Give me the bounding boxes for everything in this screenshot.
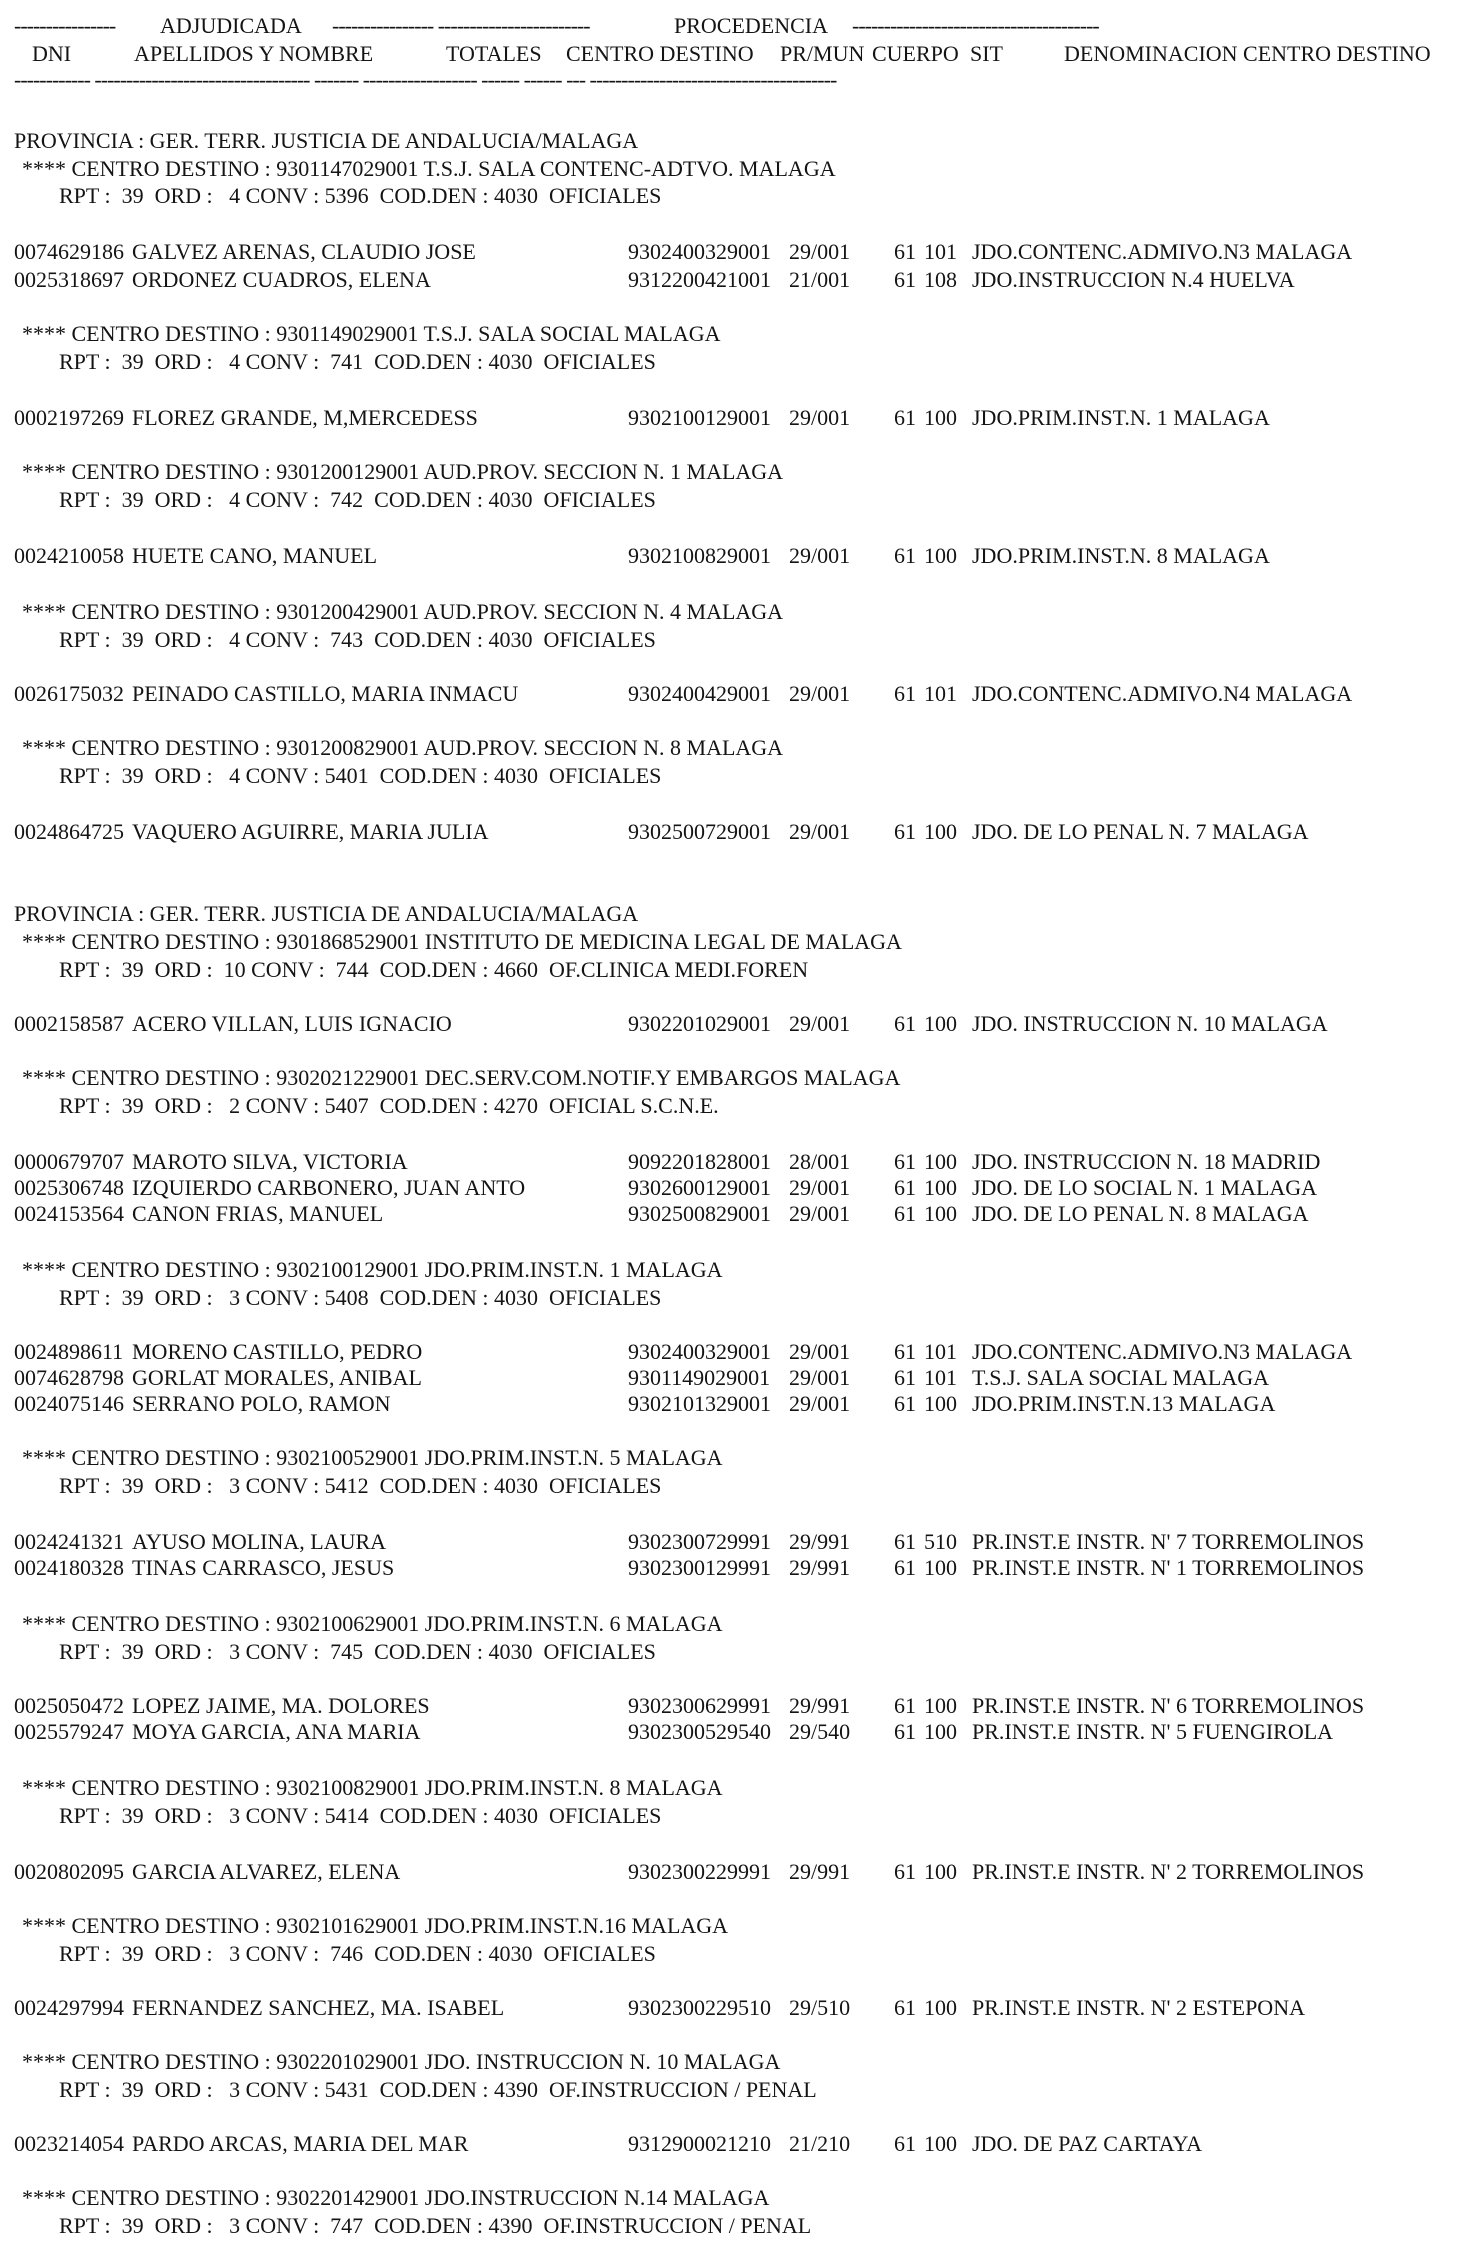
rpt-line: RPT : 39 ORD : 3 CONV : 5414 COD.DEN : 4030 OFICIALES — [59, 1803, 662, 1828]
cell-centro-destino: 9302400329001 — [628, 1339, 771, 1364]
cell-apellidos-nombre: ORDONEZ CUADROS, ELENA — [132, 267, 431, 292]
cell-cuerpo: 61 — [894, 1693, 916, 1718]
centro-destino-line: **** CENTRO DESTINO : 9302021229001 DEC.SERV.COM.NOTIF.Y EMBARGOS MALAGA — [22, 1065, 901, 1090]
cell-dni: 0074628798 — [14, 1365, 124, 1390]
centro-destino-line: **** CENTRO DESTINO : 9301200829001 AUD.PROV. SECCION N. 8 MALAGA — [22, 735, 784, 760]
cell-denominacion: JDO.CONTENC.ADMIVO.N4 MALAGA — [972, 681, 1353, 706]
cell-sit: 100 — [924, 819, 957, 844]
cell-sit: 100 — [924, 1995, 957, 2020]
cell-centro-destino: 9302201029001 — [628, 1011, 771, 1036]
cell-centro-destino: 9302300629991 — [628, 1693, 771, 1718]
cell-denominacion: PR.INST.E INSTR. N' 2 TORREMOLINOS — [972, 1859, 1365, 1884]
cell-centro-destino: 9302600129001 — [628, 1175, 771, 1200]
cell-denominacion: PR.INST.E INSTR. N' 1 TORREMOLINOS — [972, 1555, 1365, 1580]
cell-cuerpo: 61 — [894, 267, 916, 292]
cell-centro-destino: 9302300129991 — [628, 1555, 771, 1580]
centro-destino-line: **** CENTRO DESTINO : 9302101629001 JDO.PRIM.INST.N.16 MALAGA — [22, 1913, 729, 1938]
centro-destino-line: **** CENTRO DESTINO : 9301200429001 AUD.PROV. SECCION N. 4 MALAGA — [22, 599, 784, 624]
provincia-line: PROVINCIA : GER. TERR. JUSTICIA DE ANDALUCIA/MALAGA — [14, 128, 639, 153]
cell-pr-mun: 29/991 — [789, 1859, 851, 1884]
column-header-denominacion: DENOMINACION CENTRO DESTINO — [1064, 41, 1431, 66]
cell-sit: 100 — [924, 1391, 957, 1416]
cell-cuerpo: 61 — [894, 1529, 916, 1554]
cell-apellidos-nombre: PARDO ARCAS, MARIA DEL MAR — [132, 2131, 469, 2156]
cell-centro-destino: 9092201828001 — [628, 1149, 771, 1174]
cell-cuerpo: 61 — [894, 1201, 916, 1226]
cell-denominacion: PR.INST.E INSTR. N' 6 TORREMOLINOS — [972, 1693, 1365, 1718]
provincia-line: PROVINCIA : GER. TERR. JUSTICIA DE ANDALUCIA/MALAGA — [14, 901, 639, 926]
header-rule: --------------------------------------- — [852, 13, 1099, 38]
cell-pr-mun: 29/001 — [789, 1391, 851, 1416]
cell-denominacion: JDO. INSTRUCCION N. 18 MADRID — [972, 1149, 1321, 1174]
cell-apellidos-nombre: HUETE CANO, MANUEL — [132, 543, 378, 568]
column-header-dni: DNI — [32, 41, 72, 66]
cell-denominacion: JDO. DE LO PENAL N. 8 MALAGA — [972, 1201, 1309, 1226]
cell-apellidos-nombre: GARCIA ALVAREZ, ELENA — [132, 1859, 401, 1884]
cell-cuerpo: 61 — [894, 1011, 916, 1036]
cell-pr-mun: 29/001 — [789, 819, 851, 844]
rpt-line: RPT : 39 ORD : 3 CONV : 747 COD.DEN : 4390 OF.INSTRUCCION / PENAL — [59, 2213, 812, 2238]
column-header-totales: TOTALES — [446, 41, 542, 66]
cell-dni: 0026175032 — [14, 681, 124, 706]
cell-dni: 0000679707 — [14, 1149, 124, 1174]
cell-sit: 101 — [924, 681, 957, 706]
cell-pr-mun: 29/001 — [789, 1365, 851, 1390]
cell-dni: 0025318697 — [14, 267, 124, 292]
cell-sit: 101 — [924, 1365, 957, 1390]
cell-pr-mun: 21/001 — [789, 267, 851, 292]
cell-dni: 0025579247 — [14, 1719, 124, 1744]
cell-dni: 0024864725 — [14, 819, 124, 844]
cell-cuerpo: 61 — [894, 1149, 916, 1174]
cell-sit: 101 — [924, 239, 957, 264]
cell-apellidos-nombre: GORLAT MORALES, ANIBAL — [132, 1365, 422, 1390]
cell-dni: 0025306748 — [14, 1175, 124, 1200]
rpt-line: RPT : 39 ORD : 3 CONV : 745 COD.DEN : 4030 OFICIALES — [59, 1639, 656, 1664]
cell-apellidos-nombre: TINAS CARRASCO, JESUS — [132, 1555, 395, 1580]
cell-denominacion: JDO.INSTRUCCION N.4 HUELVA — [972, 267, 1295, 292]
header-rule: ---------------- — [14, 13, 116, 38]
rpt-line: RPT : 39 ORD : 4 CONV : 742 COD.DEN : 4030 OFICIALES — [59, 487, 656, 512]
header-rule: ---------------- ------------------------ — [332, 13, 590, 38]
centro-destino-line: **** CENTRO DESTINO : 9301868529001 INSTITUTO DE MEDICINA LEGAL DE MALAGA — [22, 929, 902, 954]
cell-pr-mun: 29/001 — [789, 239, 851, 264]
cell-denominacion: JDO. DE LO PENAL N. 7 MALAGA — [972, 819, 1309, 844]
rpt-line: RPT : 39 ORD : 3 CONV : 5408 COD.DEN : 4030 OFICIALES — [59, 1285, 662, 1310]
cell-sit: 101 — [924, 1339, 957, 1364]
centro-destino-line: **** CENTRO DESTINO : 9301147029001 T.S.J. SALA CONTENC-ADTVO. MALAGA — [22, 156, 836, 181]
cell-denominacion: JDO. DE LO SOCIAL N. 1 MALAGA — [972, 1175, 1318, 1200]
cell-denominacion: PR.INST.E INSTR. N' 2 ESTEPONA — [972, 1995, 1305, 2020]
cell-pr-mun: 29/001 — [789, 405, 851, 430]
centro-destino-line: **** CENTRO DESTINO : 9301149029001 T.S.J. SALA SOCIAL MALAGA — [22, 321, 721, 346]
cell-dni: 0002158587 — [14, 1011, 124, 1036]
cell-apellidos-nombre: CANON FRIAS, MANUEL — [132, 1201, 384, 1226]
column-header-pr-mun: PR/MUN — [780, 41, 865, 66]
cell-dni: 0024898611 — [14, 1339, 124, 1364]
cell-dni: 0020802095 — [14, 1859, 124, 1884]
column-header-apellidos: APELLIDOS Y NOMBRE — [134, 41, 374, 66]
cell-centro-destino: 9302400429001 — [628, 681, 771, 706]
header-columns — [14, 40, 1431, 68]
cell-pr-mun: 29/991 — [789, 1555, 851, 1580]
cell-apellidos-nombre: PEINADO CASTILLO, MARIA INMACU — [132, 681, 519, 706]
cell-apellidos-nombre: MOYA GARCIA, ANA MARIA — [132, 1719, 421, 1744]
cell-dni: 0023214054 — [14, 2131, 124, 2156]
cell-cuerpo: 61 — [894, 1995, 916, 2020]
cell-cuerpo: 61 — [894, 1391, 916, 1416]
cell-sit: 108 — [924, 267, 957, 292]
cell-centro-destino: 9302100129001 — [628, 405, 771, 430]
cell-pr-mun: 29/001 — [789, 1339, 851, 1364]
cell-sit: 100 — [924, 405, 957, 430]
cell-centro-destino: 9302300229510 — [628, 1995, 771, 2020]
cell-cuerpo: 61 — [894, 1365, 916, 1390]
cell-cuerpo: 61 — [894, 2131, 916, 2156]
cell-denominacion: PR.INST.E INSTR. N' 7 TORREMOLINOS — [972, 1529, 1365, 1554]
cell-dni: 0002197269 — [14, 405, 124, 430]
cell-denominacion: JDO.PRIM.INST.N.13 MALAGA — [972, 1391, 1276, 1416]
cell-cuerpo: 61 — [894, 239, 916, 264]
cell-pr-mun: 29/001 — [789, 681, 851, 706]
cell-sit: 100 — [924, 1693, 957, 1718]
cell-sit: 100 — [924, 1719, 957, 1744]
centro-destino-line: **** CENTRO DESTINO : 9302201429001 JDO.INSTRUCCION N.14 MALAGA — [22, 2185, 770, 2210]
rpt-line: RPT : 39 ORD : 4 CONV : 743 COD.DEN : 4030 OFICIALES — [59, 627, 656, 652]
cell-dni: 0025050472 — [14, 1693, 124, 1718]
centro-destino-line: **** CENTRO DESTINO : 9302100129001 JDO.PRIM.INST.N. 1 MALAGA — [22, 1257, 723, 1282]
cell-apellidos-nombre: VAQUERO AGUIRRE, MARIA JULIA — [132, 819, 489, 844]
cell-sit: 100 — [924, 543, 957, 568]
cell-apellidos-nombre: AYUSO MOLINA, LAURA — [132, 1529, 387, 1554]
centro-destino-line: **** CENTRO DESTINO : 9302100829001 JDO.PRIM.INST.N. 8 MALAGA — [22, 1775, 723, 1800]
cell-denominacion: JDO.CONTENC.ADMIVO.N3 MALAGA — [972, 1339, 1353, 1364]
cell-dni: 0024153564 — [14, 1201, 124, 1226]
cell-centro-destino: 9301149029001 — [628, 1365, 771, 1390]
cell-centro-destino: 9312900021210 — [628, 2131, 771, 2156]
centro-destino-line: **** CENTRO DESTINO : 9302201029001 JDO. INSTRUCCION N. 10 MALAGA — [22, 2049, 781, 2074]
cell-apellidos-nombre: LOPEZ JAIME, MA. DOLORES — [132, 1693, 430, 1718]
cell-cuerpo: 61 — [894, 1859, 916, 1884]
cell-dni: 0024241321 — [14, 1529, 124, 1554]
cell-apellidos-nombre: ACERO VILLAN, LUIS IGNACIO — [132, 1011, 452, 1036]
centro-destino-line: **** CENTRO DESTINO : 9302100529001 JDO.PRIM.INST.N. 5 MALAGA — [22, 1445, 723, 1470]
cell-apellidos-nombre: FLOREZ GRANDE, M,MERCEDESS — [132, 405, 478, 430]
column-header-cuerpo: CUERPO — [872, 41, 959, 66]
cell-sit: 510 — [924, 1529, 957, 1554]
cell-centro-destino: 9302400329001 — [628, 239, 771, 264]
rpt-line: RPT : 39 ORD : 4 CONV : 5401 COD.DEN : 4030 OFICIALES — [59, 763, 662, 788]
cell-cuerpo: 61 — [894, 543, 916, 568]
cell-denominacion: PR.INST.E INSTR. N' 5 FUENGIROLA — [972, 1719, 1334, 1744]
cell-centro-destino: 9302500729001 — [628, 819, 771, 844]
centro-destino-line: **** CENTRO DESTINO : 9302100629001 JDO.PRIM.INST.N. 6 MALAGA — [22, 1611, 723, 1636]
cell-apellidos-nombre: IZQUIERDO CARBONERO, JUAN ANTO — [132, 1175, 526, 1200]
cell-pr-mun: 29/510 — [789, 1995, 851, 2020]
centro-destino-line: **** CENTRO DESTINO : 9301200129001 AUD.PROV. SECCION N. 1 MALAGA — [22, 459, 784, 484]
cell-centro-destino: 9312200421001 — [628, 267, 771, 292]
cell-sit: 100 — [924, 1555, 957, 1580]
cell-centro-destino: 9302500829001 — [628, 1201, 771, 1226]
cell-sit: 100 — [924, 2131, 957, 2156]
cell-pr-mun: 21/210 — [789, 2131, 851, 2156]
cell-cuerpo: 61 — [894, 1555, 916, 1580]
header-group-line — [14, 12, 1099, 40]
cell-cuerpo: 61 — [894, 681, 916, 706]
cell-cuerpo: 61 — [894, 1719, 916, 1744]
header-procedencia: PROCEDENCIA — [674, 13, 829, 38]
cell-pr-mun: 29/001 — [789, 1201, 851, 1226]
cell-apellidos-nombre: GALVEZ ARENAS, CLAUDIO JOSE — [132, 239, 476, 264]
rpt-line: RPT : 39 ORD : 3 CONV : 5431 COD.DEN : 4390 OF.INSTRUCCION / PENAL — [59, 2077, 817, 2102]
cell-cuerpo: 61 — [894, 1175, 916, 1200]
column-header-sit: SIT — [970, 41, 1003, 66]
cell-dni: 0074629186 — [14, 239, 124, 264]
cell-denominacion: T.S.J. SALA SOCIAL MALAGA — [972, 1365, 1270, 1390]
cell-pr-mun: 29/001 — [789, 1175, 851, 1200]
cell-cuerpo: 61 — [894, 405, 916, 430]
cell-dni: 0024075146 — [14, 1391, 124, 1416]
cell-apellidos-nombre: MAROTO SILVA, VICTORIA — [132, 1149, 408, 1174]
cell-apellidos-nombre: MORENO CASTILLO, PEDRO — [132, 1339, 423, 1364]
cell-dni: 0024180328 — [14, 1555, 124, 1580]
rpt-line: RPT : 39 ORD : 4 CONV : 5396 COD.DEN : 4030 OFICIALES — [59, 183, 662, 208]
header-adjudicada: ADJUDICADA — [160, 13, 302, 38]
rpt-line: RPT : 39 ORD : 3 CONV : 746 COD.DEN : 4030 OFICIALES — [59, 1941, 656, 1966]
cell-sit: 100 — [924, 1011, 957, 1036]
column-header-centro-destino: CENTRO DESTINO — [566, 41, 754, 66]
rpt-line: RPT : 39 ORD : 10 CONV : 744 COD.DEN : 4660 OF.CLINICA MEDI.FOREN — [59, 957, 809, 982]
cell-pr-mun: 29/991 — [789, 1529, 851, 1554]
cell-dni: 0024297994 — [14, 1995, 124, 2020]
cell-apellidos-nombre: SERRANO POLO, RAMON — [132, 1391, 391, 1416]
cell-denominacion: JDO. INSTRUCCION N. 10 MALAGA — [972, 1011, 1328, 1036]
cell-cuerpo: 61 — [894, 819, 916, 844]
cell-sit: 100 — [924, 1149, 957, 1174]
rpt-line: RPT : 39 ORD : 3 CONV : 5412 COD.DEN : 4030 OFICIALES — [59, 1473, 662, 1498]
cell-centro-destino: 9302100829001 — [628, 543, 771, 568]
header-rule: ------------ ---------------------------------- ------- ------------------ ------ ------ --- --------------------------------------- — [14, 67, 837, 92]
cell-centro-destino: 9302300529540 — [628, 1719, 771, 1744]
cell-centro-destino: 9302300729991 — [628, 1529, 771, 1554]
cell-pr-mun: 29/001 — [789, 1011, 851, 1036]
rpt-line: RPT : 39 ORD : 4 CONV : 741 COD.DEN : 4030 OFICIALES — [59, 349, 656, 374]
cell-centro-destino: 9302300229991 — [628, 1859, 771, 1884]
cell-pr-mun: 29/991 — [789, 1693, 851, 1718]
cell-denominacion: JDO. DE PAZ CARTAYA — [972, 2131, 1203, 2156]
cell-pr-mun: 28/001 — [789, 1149, 851, 1174]
cell-dni: 0024210058 — [14, 543, 124, 568]
rpt-line: RPT : 39 ORD : 2 CONV : 5407 COD.DEN : 4270 OFICIAL S.C.N.E. — [59, 1093, 719, 1118]
cell-centro-destino: 9302101329001 — [628, 1391, 771, 1416]
cell-sit: 100 — [924, 1859, 957, 1884]
cell-cuerpo: 61 — [894, 1339, 916, 1364]
cell-sit: 100 — [924, 1175, 957, 1200]
cell-apellidos-nombre: FERNANDEZ SANCHEZ, MA. ISABEL — [132, 1995, 505, 2020]
cell-sit: 100 — [924, 1201, 957, 1226]
cell-denominacion: JDO.CONTENC.ADMIVO.N3 MALAGA — [972, 239, 1353, 264]
cell-denominacion: JDO.PRIM.INST.N. 8 MALAGA — [972, 543, 1270, 568]
cell-pr-mun: 29/540 — [789, 1719, 851, 1744]
cell-denominacion: JDO.PRIM.INST.N. 1 MALAGA — [972, 405, 1270, 430]
cell-pr-mun: 29/001 — [789, 543, 851, 568]
